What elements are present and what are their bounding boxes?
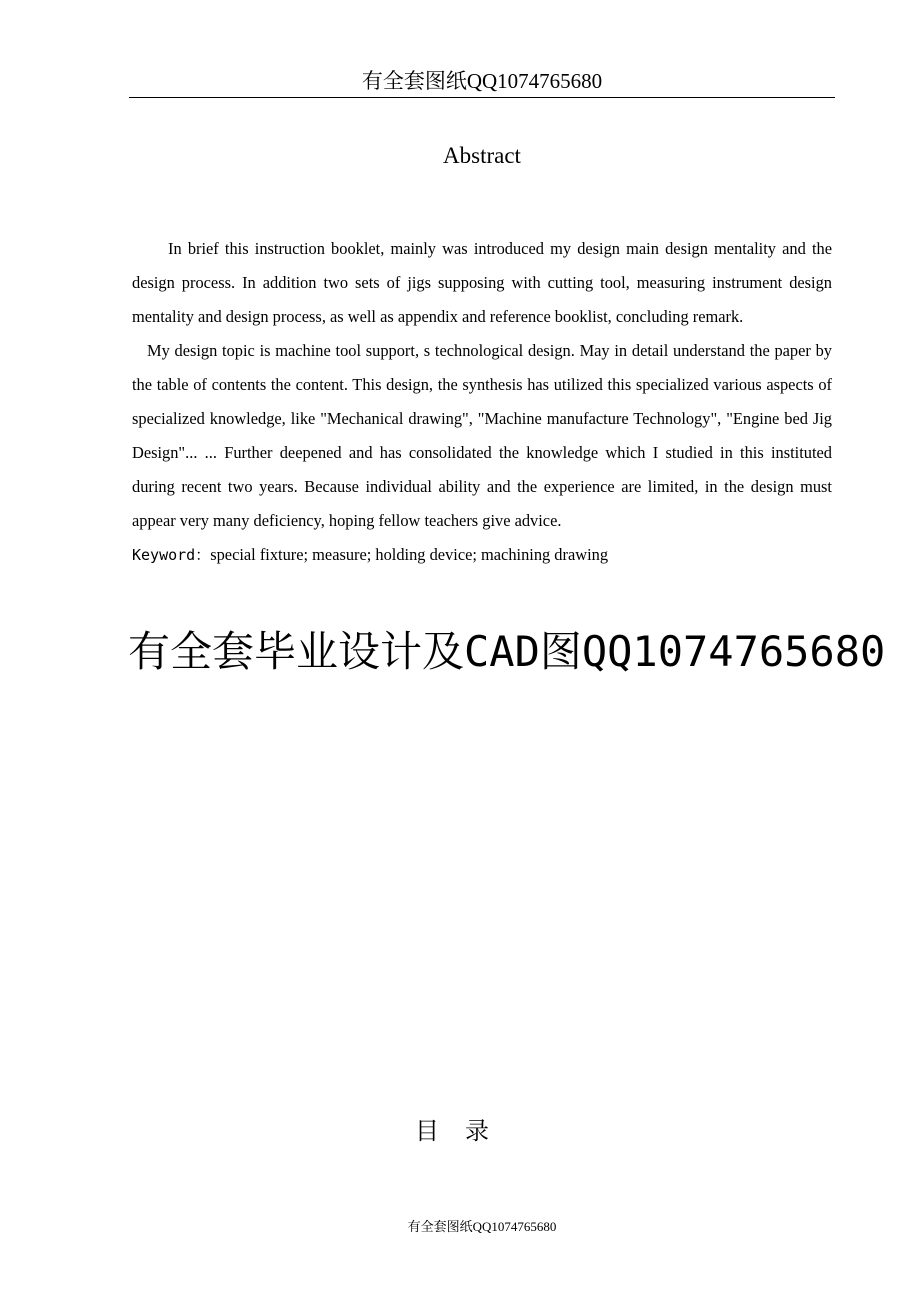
watermark-banner: 有全套毕业设计及CAD图QQ1074765680 — [128, 627, 886, 676]
abstract-title: Abstract — [443, 143, 521, 168]
keyword-label: Keyword： — [132, 546, 211, 564]
keyword-line — [132, 538, 832, 572]
abstract-paragraph-1: In brief this instruction booklet, mainly was introduced my design main design mentality and the design process. In addition two sets of jigs supposing with cutting tool, measuring instrument design mentality and design process, as well as appendix and reference booklist, concluding remark. — [132, 239, 832, 326]
header-rule — [129, 97, 835, 98]
page-header-text: 有全套图纸QQ1074765680 — [361, 69, 603, 93]
page-footer-text: 有全套图纸QQ1074765680 — [407, 1219, 557, 1234]
abstract-paragraph-2: My design topic is machine tool support, s technological design. May in detail understand the paper by the table of contents the content. This design, the synthesis has utilized this specialized various aspects of specialized knowledge, like "Mechanical drawing", "Machine manufacture Technology", "Engine bed Jig Design"... ... Further deepened and has consolidated the knowledge which I studied in this instituted during recent two years. Because individual ability and the experience are limited, in the design must appear very many deficiency, hoping fellow teachers give advice. — [132, 341, 832, 530]
toc-title: 目录 — [415, 1117, 515, 1145]
abstract-body — [132, 232, 832, 572]
keyword-list: special fixture; measure; holding device; machining drawing — [210, 545, 609, 564]
